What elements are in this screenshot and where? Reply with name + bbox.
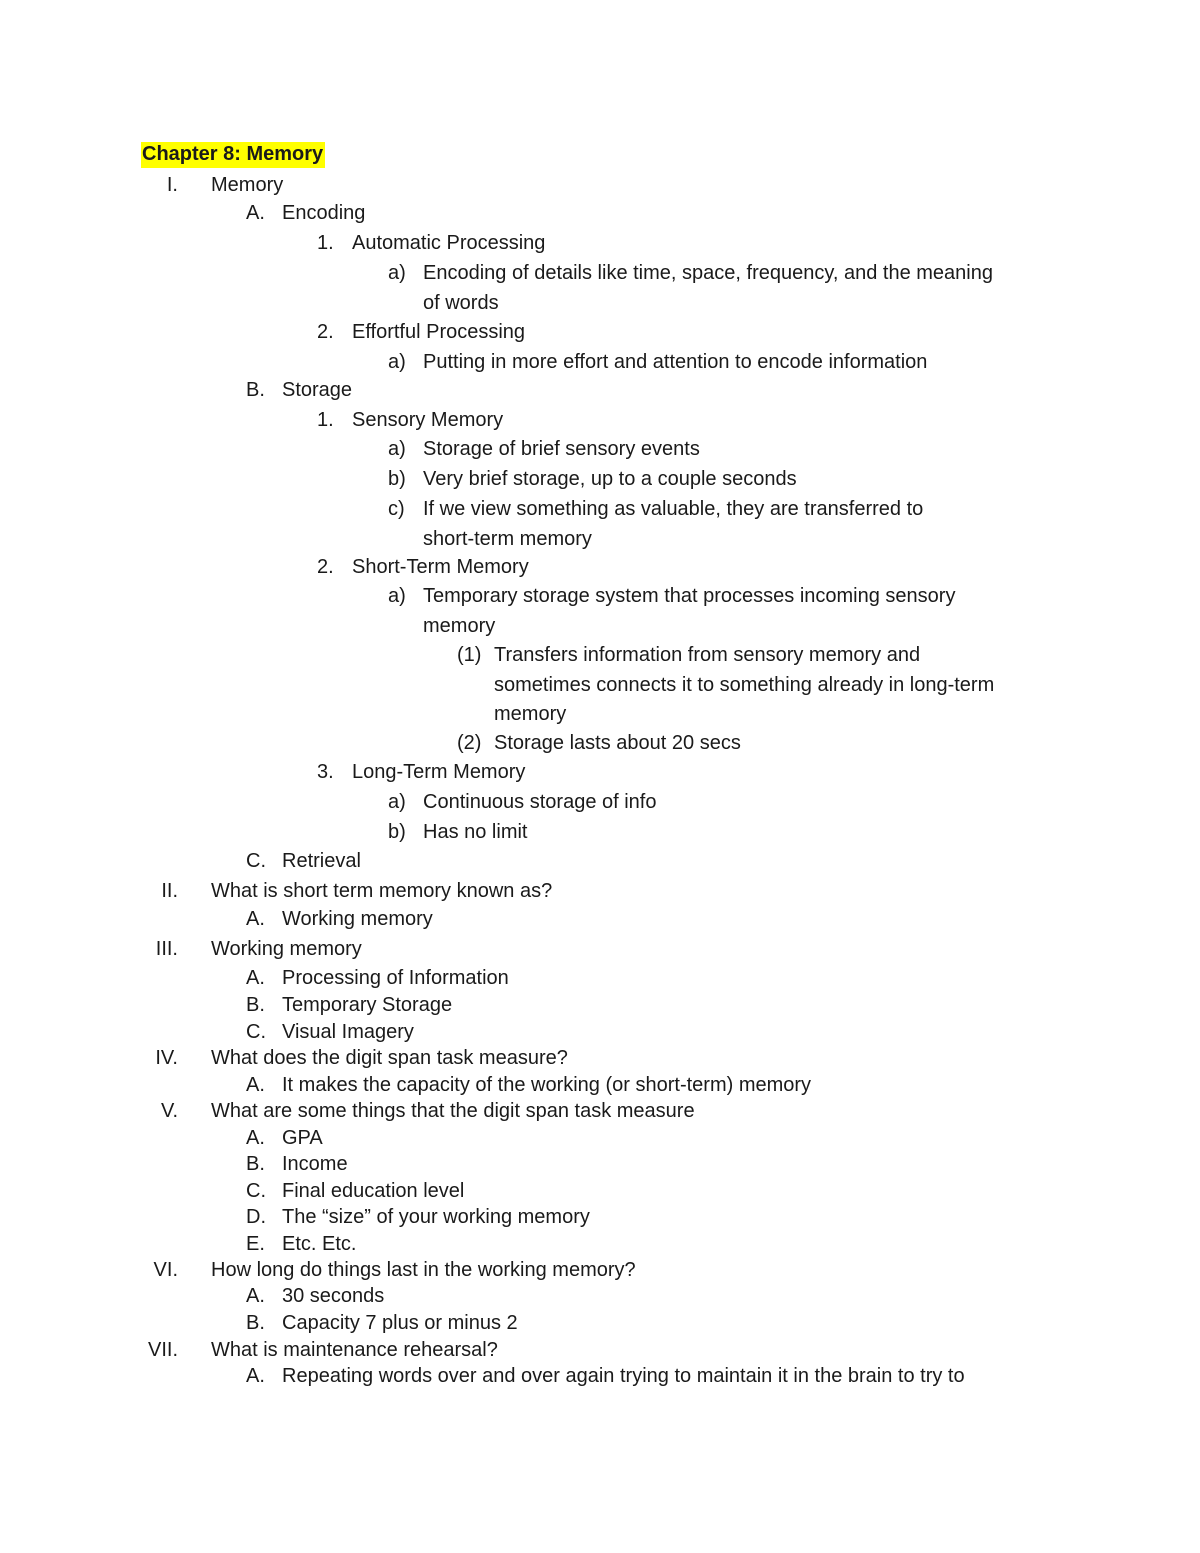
outline-item-text: sometimes connects it to something already in long-term [494,673,995,696]
outline-marker: a) [388,351,406,373]
outline-item-text: Capacity 7 plus or minus 2 [282,1312,518,1334]
outline-item-text: Sensory Memory [352,409,504,431]
outline-marker: I. [166,174,178,196]
outline-item-text: Repeating words over and over again trying to maintain it in the brain to try to [282,1365,965,1387]
outline-marker: III. [155,938,178,960]
outline-marker: b) [388,468,406,490]
outline-item-text: What are some things that the digit span task measure [211,1100,695,1122]
outline-item-text: Short-Term Memory [352,556,529,578]
outline-marker: 1. [317,409,334,431]
outline-marker: C. [246,1021,266,1043]
outline-marker: 3. [317,761,334,783]
outline-marker: C. [246,850,266,872]
outline-item-text: memory [423,614,496,637]
outline-marker: A. [246,1365,265,1387]
outline-item-text: Long-Term Memory [352,761,526,783]
outline-marker: B. [246,379,265,401]
outline-marker: 1. [317,232,334,254]
outline-item-text: Automatic Processing [352,232,546,254]
outline-marker: (1) [457,644,482,666]
outline-item-text: GPA [282,1127,323,1149]
outline-marker: a) [388,262,406,284]
outline-marker: A. [246,1127,265,1149]
outline-marker: c) [388,498,405,520]
outline-item-text: Has no limit [423,821,528,843]
outline-marker: (2) [457,732,482,754]
outline-marker: C. [246,1180,266,1202]
outline-marker: A. [246,202,265,224]
outline-marker: IV. [155,1047,178,1069]
outline-item-text: Effortful Processing [352,321,526,343]
outline-item-text: Processing of Information [282,967,509,989]
outline-item-text: Putting in more effort and attention to encode information [423,351,928,373]
outline-item-text: Storage lasts about 20 secs [494,732,741,754]
outline-item-text: of words [423,291,499,314]
outline-item-text: Final education level [282,1180,465,1202]
outline-item-text: Continuous storage of info [423,791,657,813]
outline-item-text: Retrieval [282,850,361,872]
outline-item-text: short-term memory [423,527,592,550]
outline-item-text: What is maintenance rehearsal? [211,1339,498,1361]
outline-marker: VII. [147,1339,178,1361]
outline-item-text: Temporary Storage [282,994,453,1016]
outline-item-text: Temporary storage system that processes incoming sensory [423,585,956,607]
outline-marker: II. [161,880,178,902]
outline-marker: 2. [317,556,334,578]
outline-item-text: Encoding of details like time, space, frequency, and the meaning [423,262,993,284]
outline-marker: A. [246,908,265,930]
outline-marker: a) [388,791,406,813]
outline-marker: A. [246,967,265,989]
outline-marker: A. [246,1074,265,1096]
outline-marker: B. [246,994,265,1016]
outline-marker: a) [388,438,406,460]
outline-item-text: Encoding [282,202,366,224]
outline-item-text: Memory [211,174,284,196]
outline-item-text: What does the digit span task measure? [211,1047,568,1069]
outline-item-text: 30 seconds [282,1285,385,1307]
outline-item-text: How long do things last in the working memory? [211,1259,636,1281]
outline-marker: V. [160,1100,178,1122]
outline-item-text: Working memory [282,908,433,930]
outline-item-text: If we view something as valuable, they are transferred to [423,498,924,520]
outline-marker: B. [246,1153,265,1175]
outline-marker: b) [388,821,406,843]
outline-marker: 2. [317,321,334,343]
outline-item-text: memory [494,703,567,725]
outline-item-text: Storage [282,379,353,401]
outline-item-text: Etc. Etc. [282,1233,357,1255]
outline-item-text: Transfers information from sensory memory and [494,644,921,666]
outline-marker: D. [246,1206,266,1228]
outline-item-text: Income [282,1153,348,1175]
chapter-title: Chapter 8: Memory [141,142,325,168]
outline-item-text: The “size” of your working memory [282,1206,590,1228]
outline-item-text: What is short term memory known as? [211,880,553,902]
outline-item-text: Visual Imagery [282,1021,414,1043]
outline-item-text: Storage of brief sensory events [423,438,700,460]
outline-marker: B. [246,1312,265,1334]
outline-marker: A. [246,1285,265,1307]
outline-item-text: Working memory [211,938,362,960]
outline-marker: E. [246,1233,265,1255]
outline-marker: a) [388,585,406,607]
outline-marker: VI. [153,1259,178,1281]
outline-item-text: Very brief storage, up to a couple seconds [423,468,797,490]
outline-item-text: It makes the capacity of the working (or short-term) memory [282,1074,812,1096]
